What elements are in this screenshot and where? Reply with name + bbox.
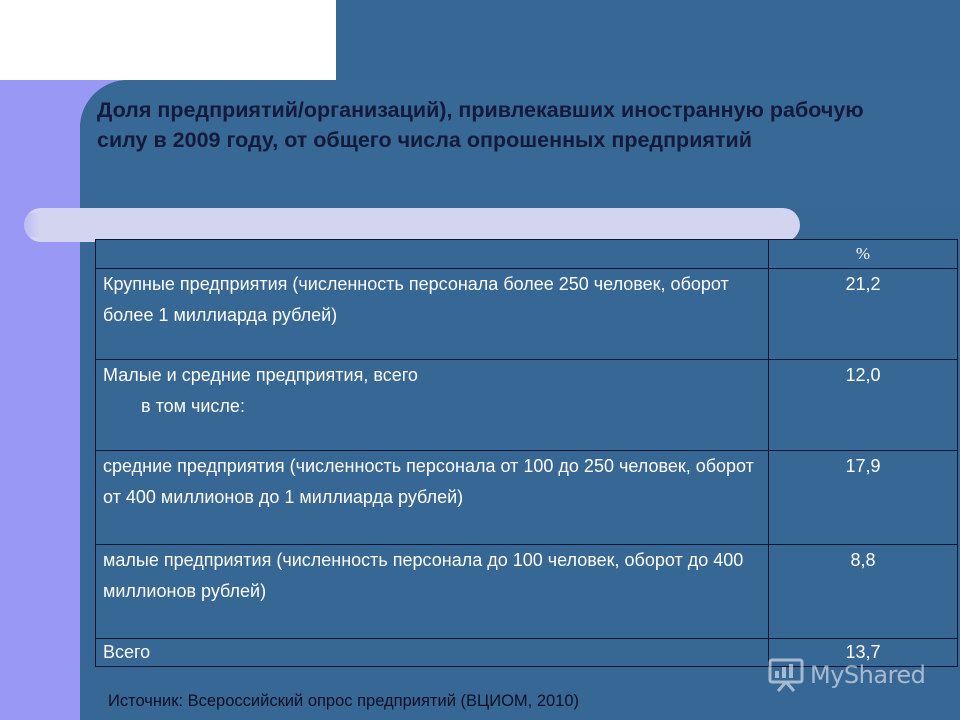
accent-block-white bbox=[0, 0, 336, 80]
row-label: Крупные предприятия (численность персонала более 250 человек, оборот более 1 миллиарда рублей) bbox=[96, 269, 769, 360]
table-header-row bbox=[96, 240, 958, 269]
row-label: средние предприятия (численность персонала от 100 до 250 человек, оборот от 400 миллионов до 1 миллиарда рублей) bbox=[96, 451, 769, 545]
row-value: 17,9 bbox=[769, 451, 958, 545]
table-row bbox=[96, 360, 958, 451]
slide-title: Доля предприятий/организаций), привлекавших иностранную рабочую силу в 2009 году, от общего числа опрошенных предприятий bbox=[97, 98, 864, 152]
row-value: 12,0 bbox=[769, 360, 958, 451]
total-value: 13,7 bbox=[769, 639, 958, 667]
table-row bbox=[96, 451, 958, 545]
data-table bbox=[95, 239, 958, 667]
header-label-cell bbox=[96, 240, 769, 269]
row-label-cell bbox=[96, 360, 769, 451]
row-label: малые предприятия (численность персонала до 100 человек, оборот до 400 миллионов рублей) bbox=[96, 545, 769, 639]
row-sublabel: в том числе: bbox=[141, 396, 245, 416]
source-note: Источник: Всероссийский опрос предприятий (ВЦИОМ, 2010) bbox=[108, 692, 580, 710]
watermark-text: MyShared bbox=[810, 661, 926, 689]
watermark bbox=[766, 656, 942, 694]
divider-bar-fade bbox=[0, 213, 40, 237]
table-row bbox=[96, 269, 958, 360]
presentation-board-icon bbox=[766, 656, 806, 694]
header-percent-cell: % bbox=[769, 240, 958, 269]
total-label: Всего bbox=[96, 639, 769, 667]
decorative-divider-bar bbox=[24, 208, 800, 242]
row-label: Малые и средние предприятия, всего bbox=[103, 365, 418, 385]
row-value: 8,8 bbox=[769, 545, 958, 639]
table-row bbox=[96, 545, 958, 639]
row-value: 21,2 bbox=[769, 269, 958, 360]
